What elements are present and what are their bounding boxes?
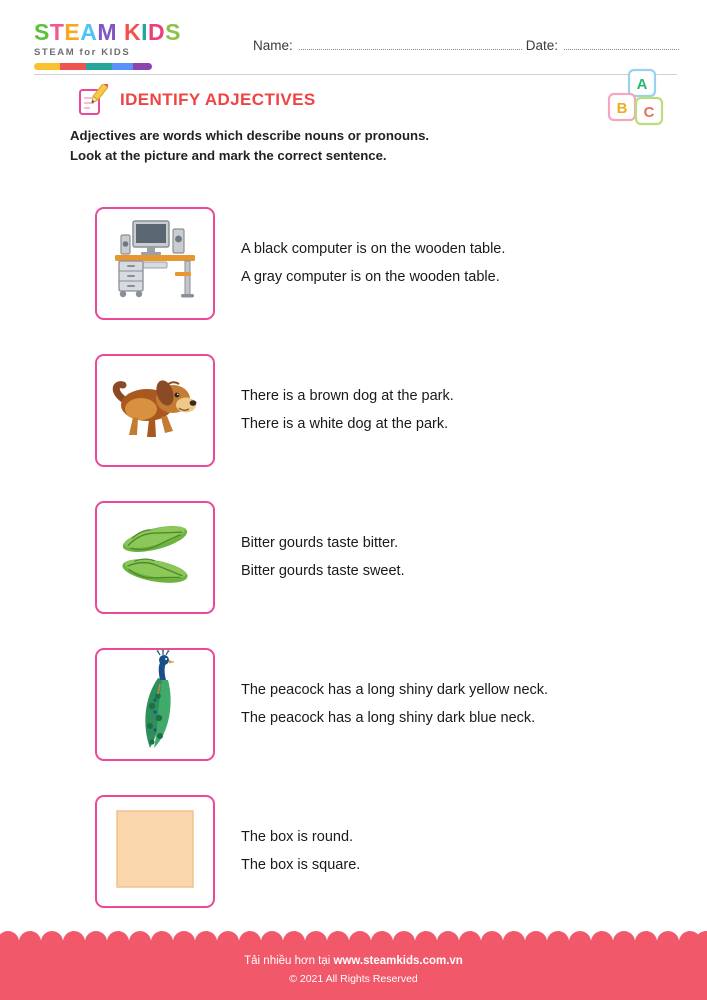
- instructions: [70, 126, 590, 167]
- question-row: [0, 484, 707, 631]
- footer-site-link[interactable]: www.steamkids.com.vn: [333, 955, 463, 967]
- worksheet-title-row: [78, 84, 316, 116]
- option-line[interactable]: A black computer is on the wooden table.: [241, 240, 506, 257]
- page-title: IDENTIFY ADJECTIVES: [120, 90, 316, 109]
- footer-band: [0, 940, 707, 1000]
- date-label: Date:: [525, 38, 558, 53]
- footer-credit: [244, 955, 463, 967]
- header-divider: [34, 74, 677, 75]
- svg-text:A: A: [636, 76, 648, 93]
- question-list: [0, 190, 707, 925]
- question-row: [0, 631, 707, 778]
- option-line[interactable]: There is a brown dog at the park.: [241, 387, 454, 404]
- question-row: [0, 778, 707, 925]
- box-icon: [113, 807, 197, 896]
- option-line[interactable]: The box is square.: [241, 856, 361, 873]
- question-options: [241, 530, 405, 586]
- option-line[interactable]: Bitter gourds taste sweet.: [241, 562, 405, 579]
- page-footer: [0, 928, 707, 1000]
- option-line[interactable]: The peacock has a long shiny dark blue neck.: [241, 709, 536, 726]
- question-options: [241, 236, 505, 292]
- brand-tagline: STEAM for KIDS: [34, 46, 131, 58]
- bitter-gourd-icon: [107, 513, 203, 602]
- question-row: [0, 190, 707, 337]
- question-image-frame: [95, 501, 215, 614]
- date-input-line[interactable]: [564, 49, 679, 50]
- svg-text:B: B: [616, 100, 628, 117]
- question-image-frame: [95, 354, 215, 467]
- instructions-line-1: Adjectives are words which describe nouns or pronouns.: [70, 128, 430, 143]
- name-date-row: [253, 38, 683, 53]
- question-row: [0, 337, 707, 484]
- brand-logo: [34, 18, 229, 70]
- dog-icon: [107, 369, 203, 452]
- question-image-frame: [95, 795, 215, 908]
- option-line[interactable]: There is a white dog at the park.: [241, 415, 449, 432]
- question-options: [241, 677, 548, 733]
- option-line[interactable]: The peacock has a long shiny dark yellow neck.: [241, 681, 549, 698]
- brand-color-bar: [34, 63, 152, 70]
- computer-desk-icon: [107, 215, 203, 312]
- question-options: [241, 824, 360, 880]
- pencil-note-icon: [78, 84, 108, 116]
- instructions-line-2: Look at the picture and mark the correct sentence.: [70, 148, 387, 164]
- name-input-line[interactable]: [299, 49, 522, 50]
- footer-copyright: © 2021 All Rights Reserved: [289, 973, 418, 985]
- question-image-frame: [95, 648, 215, 761]
- option-line[interactable]: The box is round.: [241, 828, 354, 845]
- option-line[interactable]: A gray computer is on the wooden table.: [241, 268, 500, 285]
- question-image-frame: [95, 207, 215, 320]
- svg-text:C: C: [643, 104, 655, 121]
- footer-credit-prefix: Tải nhiều hơn tại: [244, 955, 334, 967]
- brand-name: STEAM KIDS: [34, 18, 181, 45]
- name-label: Name:: [253, 38, 293, 53]
- abc-blocks-icon: [599, 68, 681, 130]
- question-options: [241, 383, 454, 439]
- peacock-icon: [114, 650, 196, 759]
- option-line[interactable]: Bitter gourds taste bitter.: [241, 534, 399, 551]
